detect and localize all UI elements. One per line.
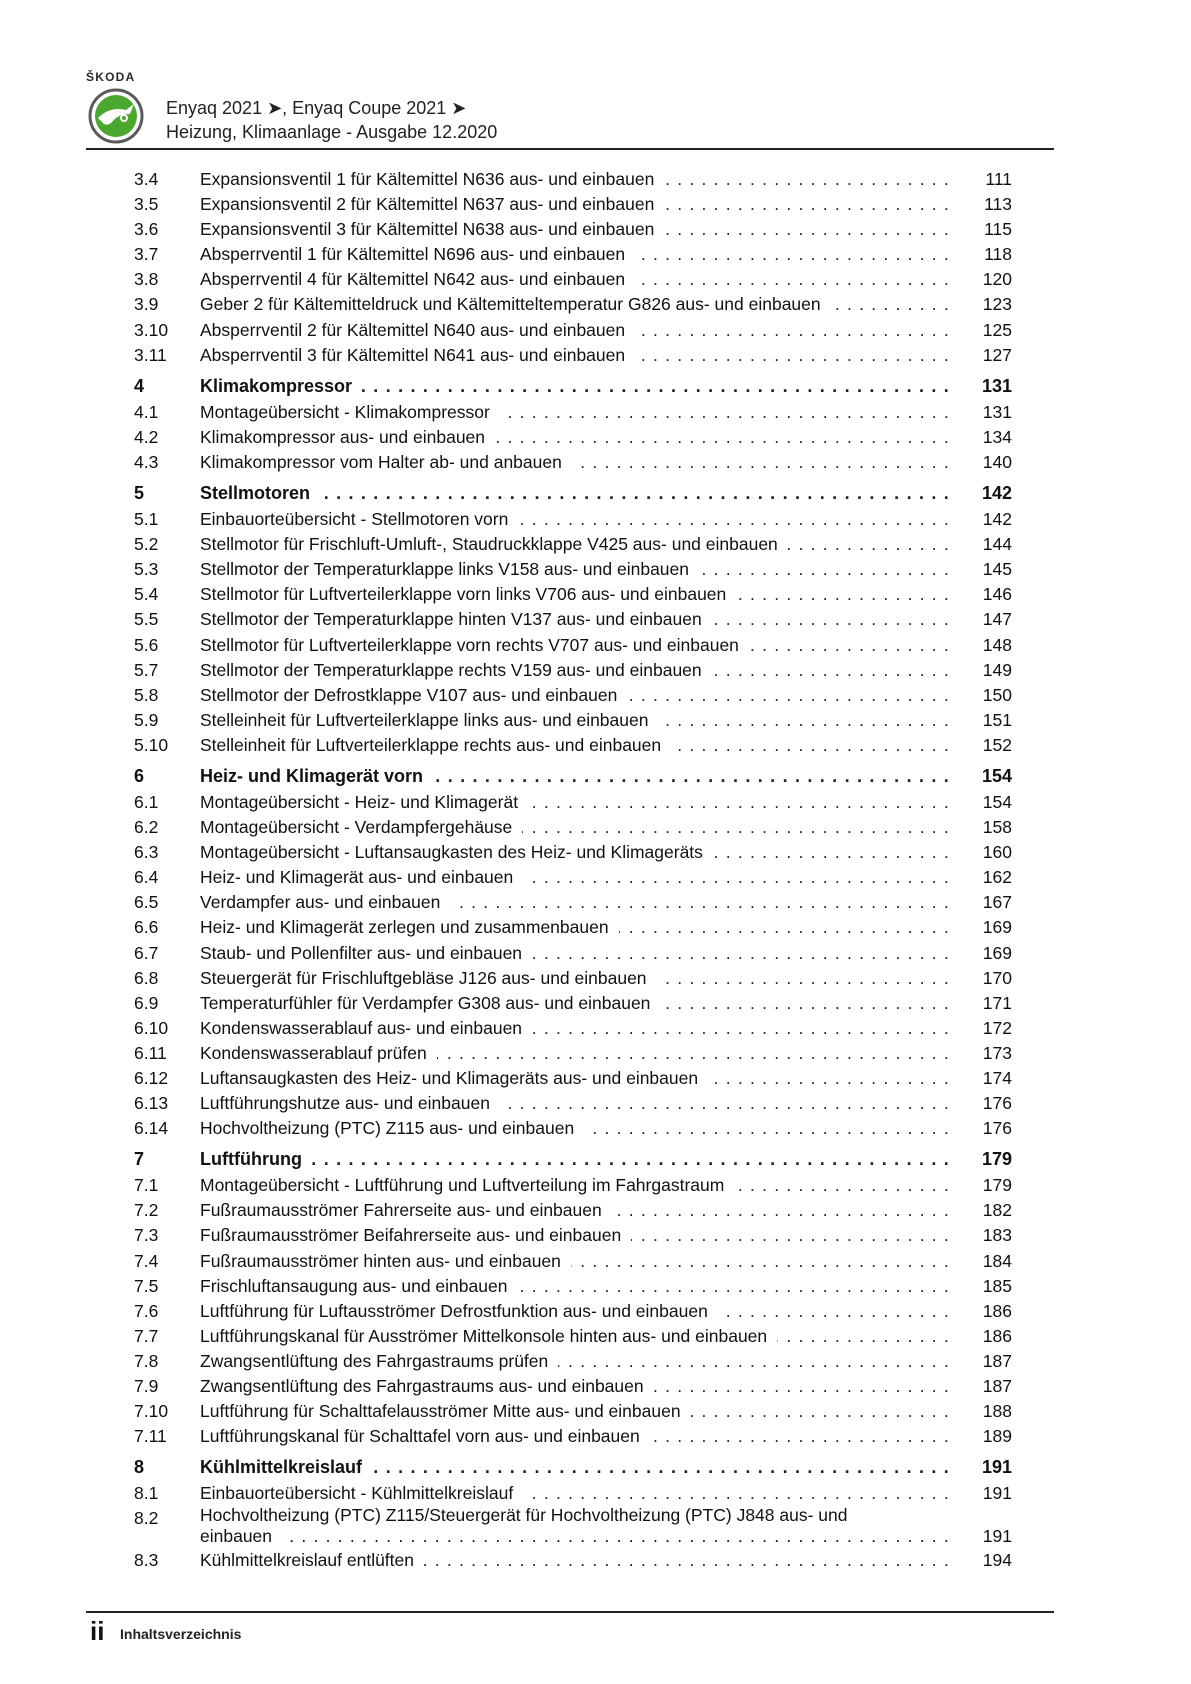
- toc-entry-leader: [200, 167, 950, 192]
- toc-entry-leader: [200, 292, 950, 317]
- toc-entry-page: 176: [982, 1118, 1012, 1139]
- toc-entry-page: 160: [982, 842, 1012, 863]
- toc-entry-title: Stellmotor der Defrostklappe V107 aus- und einbauen: [200, 685, 627, 705]
- toc-entry-page: 186: [982, 1325, 1012, 1346]
- toc-entry-title: Montageübersicht - Heiz- und Klimagerät: [200, 792, 528, 812]
- toc-entry-number: 6.1: [134, 791, 159, 812]
- manual-title: Enyaq 2021 ➤, Enyaq Coupe 2021 ➤: [166, 98, 467, 118]
- toc-entry-number: 6.10: [134, 1017, 169, 1038]
- toc-entry-page: 170: [982, 967, 1012, 988]
- toc-entry-page: 183: [982, 1225, 1012, 1246]
- toc-entry-number: 5: [134, 483, 145, 504]
- toc-entry-title: Kühlmittelkreislauf: [200, 1457, 372, 1477]
- toc-entry-title: Stellmotoren: [200, 483, 320, 503]
- toc-entry-title: Fußraumausströmer Beifahrerseite aus- und einbauen: [200, 1225, 631, 1245]
- toc-entry[interactable]: [134, 683, 1012, 708]
- toc-entry-page: 127: [982, 344, 1012, 365]
- toc-chapter-entry[interactable]: [134, 480, 1012, 507]
- toc-entry-leader: [200, 507, 950, 532]
- toc-entry-number: 3.6: [134, 219, 159, 240]
- toc-entry-leader: [200, 890, 950, 915]
- toc-entry-leader: [200, 318, 950, 343]
- toc-entry-leader: [200, 1146, 950, 1173]
- toc-entry-leader: [200, 267, 950, 292]
- toc-entry-title: Montageübersicht - Luftführung und Luftverteilung im Fahrgastraum: [200, 1175, 734, 1195]
- toc-entry-title: Montageübersicht - Verdampfergehäuse: [200, 817, 522, 837]
- toc-entry-leader: [200, 582, 950, 607]
- toc-entry-title: Luftansaugkasten des Heiz- und Klimageräts aus- und einbauen: [200, 1068, 708, 1088]
- toc-entry-page: 118: [984, 244, 1012, 265]
- toc-entry-number: 8.3: [134, 1550, 159, 1571]
- toc-entry-number: 6.3: [134, 842, 159, 863]
- toc-entry-title: Fußraumausströmer hinten aus- und einbauen: [200, 1251, 571, 1271]
- toc-entry-title: Expansionsventil 3 für Kältemittel N638 aus- und einbauen: [200, 219, 664, 239]
- toc-entry-page: 111: [985, 169, 1012, 189]
- toc-entry[interactable]: [134, 1349, 1012, 1374]
- toc-entry-page: 187: [982, 1350, 1012, 1371]
- toc-entry-page: 179: [982, 1175, 1012, 1196]
- toc-entry-number: 6.11: [134, 1042, 167, 1063]
- toc-entry-title: Expansionsventil 2 für Kältemittel N637 aus- und einbauen: [200, 194, 664, 214]
- toc-entry[interactable]: [134, 1249, 1012, 1274]
- toc-entry-leader: [200, 1091, 950, 1116]
- toc-entry[interactable]: [134, 557, 1012, 582]
- toc-entry-page: 150: [982, 684, 1012, 705]
- toc-entry-number: 7.11: [134, 1426, 167, 1447]
- toc-entry-title: Verdampfer aus- und einbauen: [200, 892, 450, 912]
- toc-entry-number: 8.2: [134, 1508, 159, 1529]
- toc-entry-page: 154: [981, 765, 1012, 786]
- toc-entry[interactable]: [134, 1066, 1012, 1091]
- toc-entry-page: 191: [982, 1483, 1012, 1504]
- toc-entry-page: 184: [982, 1250, 1012, 1271]
- toc-entry-number: 5.1: [134, 509, 159, 530]
- toc-entry-leader: [200, 1299, 950, 1324]
- toc-entry-page: 147: [982, 609, 1012, 630]
- toc-entry-leader: [200, 343, 950, 368]
- toc-entry-number: 7.2: [134, 1200, 159, 1221]
- toc-entry-number: 5.6: [134, 634, 159, 655]
- toc-entry-number: 7.8: [134, 1350, 159, 1371]
- toc-entry-number: 3.11: [134, 344, 167, 365]
- toc-entry-page: 158: [982, 817, 1012, 838]
- toc-entry[interactable]: [134, 1506, 1012, 1548]
- toc-entry-leader: [200, 1116, 950, 1141]
- toc-entry-leader: [200, 607, 950, 632]
- toc-entry-number: 7.9: [134, 1376, 159, 1397]
- toc-entry[interactable]: [134, 1299, 1012, 1324]
- toc-entry[interactable]: [134, 217, 1012, 242]
- toc-entry-number: 7.7: [134, 1325, 159, 1346]
- toc-entry-number: 3.8: [134, 269, 159, 290]
- toc-entry[interactable]: [134, 167, 1012, 192]
- toc-entry-number: 7: [134, 1149, 145, 1170]
- toc-entry-leader: [200, 966, 950, 991]
- toc-entry-page: 185: [982, 1275, 1012, 1296]
- toc-entry[interactable]: [134, 865, 1012, 890]
- toc-entry-title: Einbauorteübersicht - Kühlmittelkreislauf: [200, 1483, 523, 1503]
- toc-entry-title: Luftführungshutze aus- und einbauen: [200, 1093, 500, 1113]
- toc-entry[interactable]: [134, 890, 1012, 915]
- toc-entry[interactable]: [134, 941, 1012, 966]
- toc-entry-leader: [200, 1223, 950, 1248]
- toc-entry-page: 182: [982, 1200, 1012, 1221]
- toc-entry-number: 7.5: [134, 1275, 159, 1296]
- toc-entry-title: Luftführungskanal für Schalttafel vorn aus- und einbauen: [200, 1426, 650, 1446]
- table-of-contents: [134, 167, 1012, 1574]
- toc-entry-leader: [200, 1525, 950, 1547]
- toc-entry-number: 7.6: [134, 1300, 159, 1321]
- toc-entry-page: 154: [982, 791, 1012, 812]
- toc-entry-leader: [200, 1481, 950, 1506]
- toc-entry-number: 6.7: [134, 942, 159, 963]
- toc-entry[interactable]: [134, 1198, 1012, 1223]
- toc-entry-number: 6.2: [134, 817, 159, 838]
- toc-entry-title: Kondenswasserablauf prüfen: [200, 1043, 437, 1063]
- toc-entry-leader: [200, 1374, 950, 1399]
- toc-entry-number: 6.13: [134, 1093, 169, 1114]
- toc-entry-page: 115: [984, 219, 1012, 240]
- toc-entry-number: 6.4: [134, 867, 159, 888]
- toc-entry-leader: [200, 733, 950, 758]
- toc-entry-number: 6.14: [134, 1118, 169, 1139]
- toc-entry-page: 125: [982, 319, 1012, 340]
- toc-entry-title: Stelleinheit für Luftverteilerklappe rechts aus- und einbauen: [200, 735, 671, 755]
- toc-entry-title: Expansionsventil 1 für Kältemittel N636 aus- und einbauen: [200, 169, 664, 189]
- toc-entry[interactable]: [134, 991, 1012, 1016]
- toc-entry-page: 131: [981, 375, 1012, 396]
- toc-entry-leader: [200, 708, 950, 733]
- toc-entry-number: 3.7: [134, 244, 159, 265]
- toc-entry-title: Montageübersicht - Luftansaugkasten des Heiz- und Klimageräts: [200, 842, 713, 862]
- toc-entry-leader: [200, 1016, 950, 1041]
- toc-entry-leader: [200, 1198, 950, 1223]
- toc-entry-page: 187: [982, 1376, 1012, 1397]
- toc-entry-title: Geber 2 für Kältemitteldruck und Kältemitteltemperatur G826 aus- und einbauen: [200, 294, 831, 314]
- toc-entry-number: 6.12: [134, 1068, 169, 1088]
- toc-entry[interactable]: [134, 1223, 1012, 1248]
- toc-entry-number: 7.10: [134, 1401, 169, 1422]
- toc-entry-page: 134: [982, 426, 1012, 447]
- toc-entry-number: 6: [134, 765, 145, 786]
- toc-chapter-entry[interactable]: [134, 1146, 1012, 1173]
- toc-entry-page: 169: [982, 942, 1012, 963]
- toc-entry-leader: [200, 557, 950, 582]
- toc-entry-title: Stellmotor der Temperaturklappe hinten V137 aus- und einbauen: [200, 609, 712, 629]
- toc-entry[interactable]: [134, 915, 1012, 940]
- toc-entry[interactable]: [134, 1091, 1012, 1116]
- toc-entry-page: 145: [982, 559, 1012, 580]
- toc-entry-page: 142: [982, 509, 1012, 530]
- toc-entry-title: Hochvoltheizung (PTC) Z115 aus- und einbauen: [200, 1118, 584, 1138]
- toc-entry[interactable]: [134, 267, 1012, 292]
- footer-divider: [86, 1611, 1054, 1613]
- toc-entry-page: 189: [982, 1426, 1012, 1447]
- toc-entry-title: Luftführung für Luftausströmer Defrostfunktion aus- und einbauen: [200, 1301, 718, 1321]
- toc-entry[interactable]: [134, 1548, 1012, 1573]
- toc-entry-page: 173: [982, 1042, 1012, 1063]
- toc-entry[interactable]: [134, 318, 1012, 343]
- toc-entry-page: 172: [982, 1017, 1012, 1038]
- toc-entry-number: 8.1: [134, 1483, 159, 1504]
- toc-entry[interactable]: [134, 1173, 1012, 1198]
- toc-entry-leader: [200, 1399, 950, 1424]
- toc-entry-title: Luftführung: [200, 1149, 312, 1169]
- toc-entry-page: 174: [982, 1068, 1012, 1088]
- toc-chapter-entry[interactable]: [134, 1454, 1012, 1481]
- skoda-logo-icon: [88, 88, 144, 144]
- toc-entry[interactable]: [134, 1274, 1012, 1299]
- toc-entry-leader: [200, 1173, 950, 1198]
- toc-entry-number: 3.9: [134, 294, 159, 315]
- brand-name: ŠKODA: [86, 70, 136, 84]
- toc-entry-leader: [200, 1041, 950, 1066]
- toc-entry-number: 4.1: [134, 401, 159, 422]
- toc-entry-page: 167: [982, 892, 1012, 913]
- toc-entry-page: 120: [982, 269, 1012, 290]
- toc-entry-title: Stellmotor der Temperaturklappe links V158 aus- und einbauen: [200, 559, 699, 579]
- toc-entry-title: Stellmotor für Luftverteilerklappe vorn rechts V707 aus- und einbauen: [200, 635, 749, 655]
- toc-entry-page: 176: [982, 1093, 1012, 1114]
- toc-entry-leader: [200, 915, 950, 940]
- toc-entry[interactable]: [134, 1116, 1012, 1141]
- toc-entry-number: 5.5: [134, 609, 159, 630]
- toc-entry-leader: [200, 991, 950, 1016]
- toc-entry-title: Stelleinheit für Luftverteilerklappe links aus- und einbauen: [200, 710, 658, 730]
- toc-entry-title: Zwangsentlüftung des Fahrgastraums aus- und einbauen: [200, 1376, 654, 1396]
- toc-entry-leader: [200, 373, 950, 400]
- page-header: [86, 70, 1054, 148]
- toc-entry-leader: [200, 1349, 950, 1374]
- toc-entry-page: 152: [982, 734, 1012, 755]
- toc-entry-leader: [200, 941, 950, 966]
- toc-entry-title: Steuergerät für Frischluftgebläse J126 aus- und einbauen: [200, 968, 657, 988]
- toc-entry-page: 142: [981, 483, 1012, 504]
- toc-entry-page: 146: [982, 584, 1012, 605]
- toc-entry-number: 7.3: [134, 1225, 159, 1246]
- toc-entry-page: 131: [982, 401, 1012, 422]
- toc-entry-number: 5.8: [134, 684, 159, 705]
- toc-entry-page: 162: [982, 867, 1012, 888]
- toc-entry-leader: [200, 790, 950, 815]
- toc-entry-title: Einbauorteübersicht - Stellmotoren vorn: [200, 509, 518, 529]
- toc-entry-page: 140: [982, 451, 1012, 472]
- toc-entry-number: 5.2: [134, 534, 159, 555]
- toc-entry[interactable]: [134, 450, 1012, 475]
- toc-entry-leader: [200, 658, 950, 683]
- toc-entry-leader: [200, 192, 950, 217]
- toc-entry[interactable]: [134, 400, 1012, 425]
- toc-entry[interactable]: [134, 242, 1012, 267]
- toc-entry-leader: [200, 242, 950, 267]
- toc-entry[interactable]: [134, 658, 1012, 683]
- toc-entry-leader: [200, 1249, 950, 1274]
- toc-entry-leader: [200, 425, 950, 450]
- toc-entry[interactable]: [134, 1324, 1012, 1349]
- toc-entry-title: Klimakompressor: [200, 376, 362, 396]
- toc-entry-leader: [200, 400, 950, 425]
- toc-entry-number: 5.4: [134, 584, 159, 605]
- toc-entry-leader: [200, 1548, 950, 1573]
- toc-entry-leader: [200, 1324, 950, 1349]
- toc-entry[interactable]: [134, 192, 1012, 217]
- toc-entry[interactable]: [134, 343, 1012, 368]
- toc-entry-title: Stellmotor für Luftverteilerklappe vorn links V706 aus- und einbauen: [200, 584, 736, 604]
- toc-entry-leader: [200, 450, 950, 475]
- toc-entry[interactable]: [134, 292, 1012, 317]
- toc-entry-number: 3.10: [134, 319, 169, 340]
- toc-entry-title: Zwangsentlüftung des Fahrgastraums prüfen: [200, 1351, 558, 1371]
- toc-entry-number: 5.9: [134, 709, 159, 730]
- toc-entry[interactable]: [134, 733, 1012, 758]
- toc-entry[interactable]: [134, 1374, 1012, 1399]
- toc-entry-leader: [200, 1066, 950, 1091]
- toc-entry-title: Stellmotor für Frischluft-Umluft-, Staudruckklappe V425 aus- und einbauen: [200, 534, 788, 554]
- toc-entry-number: 3.4: [134, 169, 159, 189]
- toc-entry-title: Klimakompressor aus- und einbauen: [200, 427, 495, 447]
- toc-entry-number: 6.8: [134, 967, 159, 988]
- toc-entry-page: 151: [982, 709, 1012, 730]
- toc-entry-leader: [200, 865, 950, 890]
- toc-entry-leader: [200, 840, 950, 865]
- toc-entry-title: Fußraumausströmer Fahrerseite aus- und einbauen: [200, 1200, 612, 1220]
- toc-entry-number: 6.9: [134, 992, 159, 1013]
- toc-entry-page: 188: [982, 1401, 1012, 1422]
- toc-entry[interactable]: [134, 815, 1012, 840]
- toc-entry-number: 4.3: [134, 451, 159, 472]
- toc-entry-number: 5.3: [134, 559, 159, 580]
- toc-entry-leader: [200, 763, 950, 790]
- toc-entry-title: Montageübersicht - Klimakompressor: [200, 402, 500, 422]
- toc-entry-title: Luftführungskanal für Ausströmer Mittelkonsole hinten aus- und einbauen: [200, 1326, 777, 1346]
- toc-entry-title: Luftführung für Schalttafelausströmer Mitte aus- und einbauen: [200, 1401, 691, 1421]
- toc-entry-title: Frischluftansaugung aus- und einbauen: [200, 1276, 517, 1296]
- toc-entry-title: Absperrventil 1 für Kältemittel N696 aus- und einbauen: [200, 244, 635, 264]
- toc-entry-title: Absperrventil 4 für Kältemittel N642 aus- und einbauen: [200, 269, 635, 289]
- toc-entry-number: 6.6: [134, 917, 159, 938]
- toc-entry-leader: [200, 815, 950, 840]
- toc-entry-page: 144: [982, 534, 1012, 555]
- toc-entry[interactable]: [134, 507, 1012, 532]
- toc-entry[interactable]: [134, 425, 1012, 450]
- toc-entry[interactable]: [134, 1041, 1012, 1066]
- toc-entry-leader: [200, 532, 950, 557]
- header-divider: [86, 148, 1054, 150]
- toc-entry[interactable]: [134, 708, 1012, 733]
- toc-entry-page: 179: [981, 1149, 1012, 1170]
- toc-entry[interactable]: [134, 633, 1012, 658]
- toc-entry[interactable]: [134, 607, 1012, 632]
- toc-entry-leader: [200, 480, 950, 507]
- toc-entry-title: Temperaturfühler für Verdampfer G308 aus- und einbauen: [200, 993, 660, 1013]
- toc-entry-number: 7.4: [134, 1250, 159, 1271]
- toc-entry-title: Heiz- und Klimagerät zerlegen und zusammenbauen: [200, 917, 619, 937]
- toc-entry[interactable]: [134, 1424, 1012, 1449]
- toc-entry[interactable]: [134, 532, 1012, 557]
- toc-entry-leader: [200, 1274, 950, 1299]
- toc-entry-page: 123: [982, 294, 1012, 315]
- toc-entry-leader: [200, 1454, 950, 1481]
- toc-entry-title: Absperrventil 2 für Kältemittel N640 aus- und einbauen: [200, 320, 635, 340]
- toc-entry-leader: [200, 633, 950, 658]
- toc-entry-title-continued: einbauen: [200, 1526, 282, 1546]
- toc-entry-leader: [200, 217, 950, 242]
- toc-entry[interactable]: [134, 966, 1012, 991]
- toc-entry-number: 7.1: [134, 1175, 159, 1196]
- toc-chapter-entry[interactable]: [134, 373, 1012, 400]
- toc-entry[interactable]: [134, 582, 1012, 607]
- toc-entry-leader: [200, 683, 950, 708]
- toc-entry-title: Absperrventil 3 für Kältemittel N641 aus- und einbauen: [200, 345, 635, 365]
- toc-entry-number: 4.2: [134, 426, 159, 447]
- toc-entry-page: 171: [982, 992, 1012, 1013]
- toc-entry-number: 6.5: [134, 892, 159, 913]
- page-number: ii: [90, 1616, 105, 1646]
- toc-entry-title: Kondenswasserablauf aus- und einbauen: [200, 1018, 532, 1038]
- toc-entry-leader: [200, 1424, 950, 1449]
- toc-entry-title: Heiz- und Klimagerät aus- und einbauen: [200, 867, 523, 887]
- toc-entry-number: 5.7: [134, 659, 159, 680]
- toc-entry-page: 191: [981, 1457, 1012, 1478]
- toc-entry[interactable]: [134, 1481, 1012, 1506]
- toc-chapter-entry[interactable]: [134, 763, 1012, 790]
- toc-entry-title: Hochvoltheizung (PTC) Z115/Steuergerät für Hochvoltheizung (PTC) J848 aus- und: [200, 1505, 848, 1526]
- toc-entry-number: 8: [134, 1457, 145, 1478]
- toc-entry-title: Heiz- und Klimagerät vorn: [200, 766, 433, 786]
- toc-entry-page: 149: [982, 659, 1012, 680]
- toc-entry-number: 5.10: [134, 734, 169, 755]
- toc-entry-page: 191: [982, 1526, 1012, 1547]
- section-label: Inhaltsverzeichnis: [120, 1626, 242, 1642]
- toc-entry-title: Kühlmittelkreislauf entlüften: [200, 1550, 424, 1570]
- toc-entry[interactable]: [134, 1016, 1012, 1041]
- toc-entry[interactable]: [134, 790, 1012, 815]
- toc-entry-number: 4: [134, 375, 145, 396]
- toc-entry[interactable]: [134, 840, 1012, 865]
- manual-subtitle: Heizung, Klimaanlage - Ausgabe 12.2020: [166, 122, 498, 142]
- toc-entry-page: 113: [984, 194, 1012, 215]
- toc-entry-page: 148: [982, 634, 1012, 655]
- toc-entry-title: Staub- und Pollenfilter aus- und einbauen: [200, 943, 532, 963]
- toc-entry-page: 169: [982, 917, 1012, 938]
- toc-entry-title: Klimakompressor vom Halter ab- und anbauen: [200, 452, 572, 472]
- toc-entry[interactable]: [134, 1399, 1012, 1424]
- toc-entry-page: 194: [982, 1550, 1012, 1571]
- toc-entry-title: Stellmotor der Temperaturklappe rechts V159 aus- und einbauen: [200, 660, 712, 680]
- toc-entry-page: 186: [982, 1300, 1012, 1321]
- toc-entry-number: 3.5: [134, 194, 159, 215]
